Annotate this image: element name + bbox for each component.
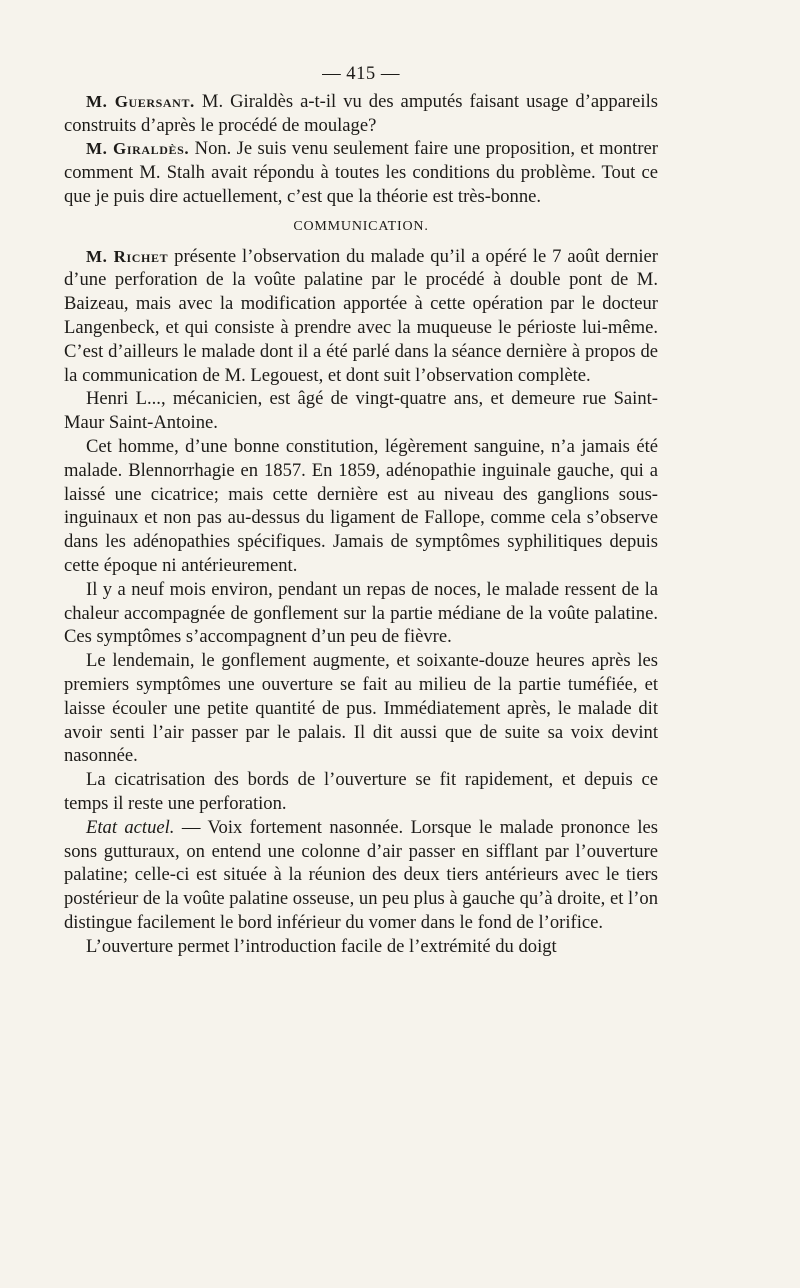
speaker-guersant: M. Guersant. (86, 91, 195, 111)
text-guersant: M. Giraldès a-t-il vu des amputés faisant usage d’appareils construits d’après le procédé de moulage? (64, 90, 658, 136)
document-page (64, 62, 658, 958)
label-etat-actuel: Etat actuel. (86, 816, 175, 838)
speaker-richet: M. Richet (86, 246, 169, 266)
paragraph-giraldes (64, 137, 658, 208)
speaker-giraldes: M. Giraldès. (86, 139, 190, 159)
paragraph-last: L’ouverture permet l’introduction facile de l’extrémité du doigt (86, 935, 557, 957)
text-etat-actuel: — Voix fortement nasonnée. Lorsque le malade prononce les sons gutturaux, on entend une colonne d’air passer en sifflant par l’ouverture palatine; celle-ci est située à la réunion des deux tiers antérieurs avec le tiers postérieur de la voûte palatine osseuse, un peu plus à gauche qu’à droite, et l’on distingue facilement le bord inférieur du vomer dans le fond de l’orifice. (64, 816, 658, 933)
paragraph-history: Cet homme, d’une bonne constitution, légèrement sanguine, n’a jamais été malade. Blennorrhagie en 1857. En 1859, adénopathie inguinale gauche, qui a laissé une cicatrice; mais cette dernière est au niveau des ganglions sous-inguinaux et non pas au-dessus du ligament de Fallope, comme cela s’observe dans les adénopathies spécifiques. Jamais de symptômes syphilitiques depuis cette époque ni antérieurement. (64, 435, 658, 576)
section-heading: COMMUNICATION. (293, 218, 429, 234)
text-giraldes: Non. Je suis venu seulement faire une proposition, et montrer comment M. Stalh avait répondu à toutes les conditions du problème. Tout ce que je puis dire actuellement, c’est que la théorie est très-bonne. (64, 138, 658, 207)
page-number: — 415 — (322, 63, 400, 84)
paragraph-onset: Il y a neuf mois environ, pendant un repas de noces, le malade ressent de la chaleur accompagnée de gonflement sur la partie médiane de la voûte palatine. Ces symptômes s’accompagnent d’un peu de fièvre. (64, 578, 658, 648)
paragraph-next-day: Le lendemain, le gonflement augmente, et soixante-douze heures après les premiers symptômes une ouverture se fait au milieu de la partie tuméfiée, et laisse écouler une petite quantité de pus. Immédiatement après, le malade dit avoir senti l’air passer par le palais. Il dit aussi que de suite sa voix devint nasonnée. (64, 650, 658, 767)
paragraph-richet (64, 245, 658, 388)
paragraph-guersant (64, 90, 658, 138)
paragraph-cicatrisation: La cicatrisation des bords de l’ouverture se fit rapidement, et depuis ce temps il reste une perforation. (64, 769, 658, 814)
text-richet: présente l’observation du malade qu’il a opéré le 7 août dernier d’une perforation de la voûte palatine par le procédé à double pont de M. Baizeau, mais avec la modification apportée à cette opération par le docteur Langenbeck, et qui consiste à prendre avec la muqueuse le périoste lui-même. C’est d’ailleurs le malade dont il a été parlé dans la séance dernière à propos de la communication de M. Legouest, et dont suit l’observation complète. (64, 245, 658, 386)
paragraph-etat-actuel (64, 816, 658, 935)
paragraph-patient-identity: Henri L..., mécanicien, est âgé de vingt-quatre ans, et demeure rue Saint-Maur Saint-Antoine. (64, 388, 658, 434)
